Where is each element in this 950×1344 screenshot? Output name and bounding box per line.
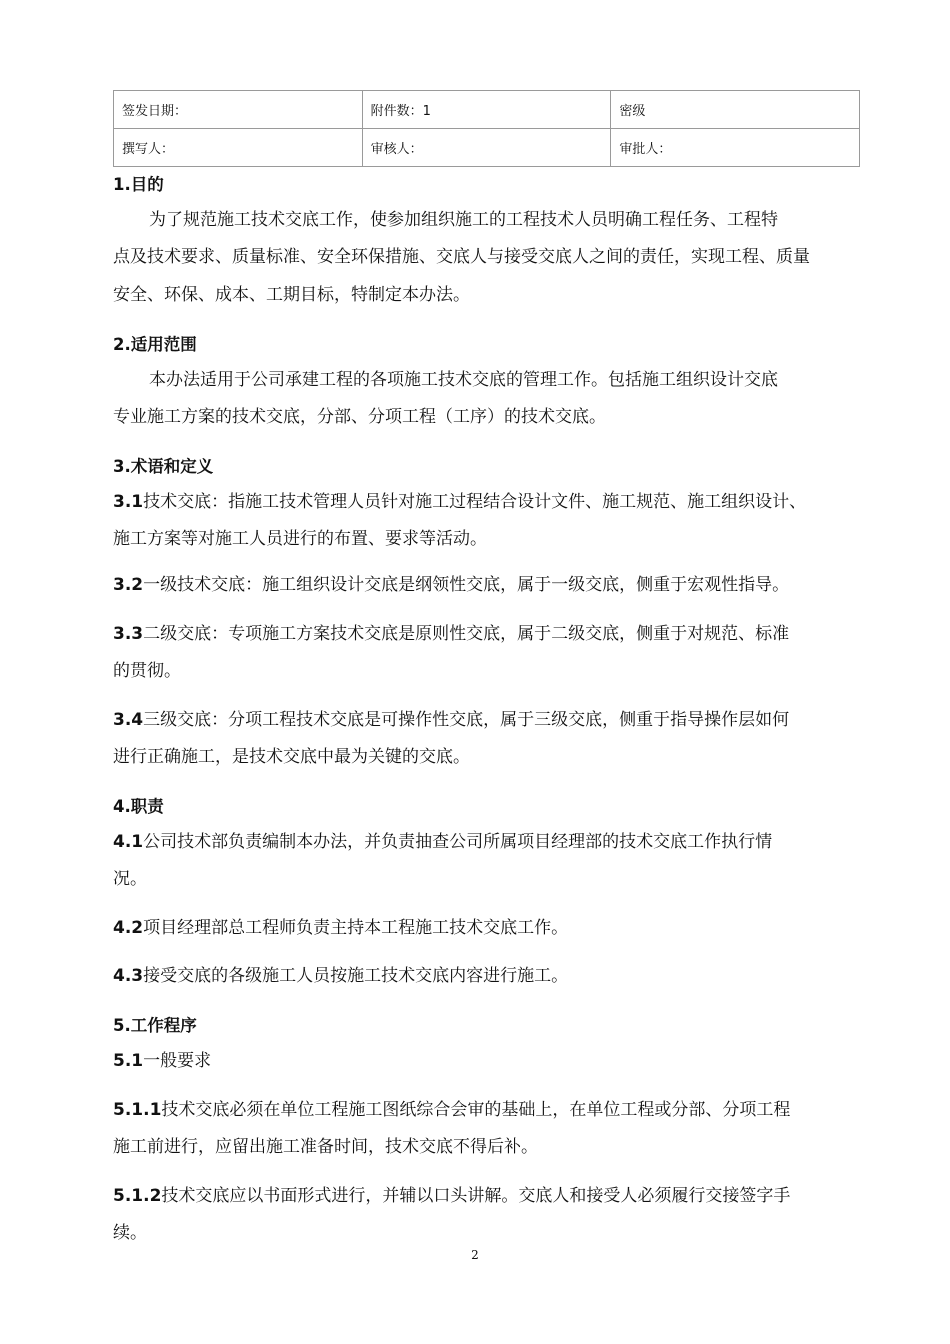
item-3-3 [113, 615, 873, 654]
page-number: 2 [471, 1248, 479, 1262]
section-1-line-3: 安全、环保、成本、工期目标，特制定本办法。 [113, 285, 470, 305]
author-cell: 撰写人： [114, 129, 363, 167]
section-2-line-1: 本办法适用于公司承建工程的各项施工技术交底的管理工作。包括施工组织设计交底 [149, 370, 778, 390]
section-1-heading: 1.目的 [113, 175, 164, 194]
item-5-1-number: 5.1 [113, 1051, 144, 1071]
item-5-1-1-text: 技术交底必须在单位工程施工图纸综合会审的基础上，在单位工程或分部、分项工程 [161, 1100, 791, 1120]
section-2-line-2: 专业施工方案的技术交底，分部、分项工程（工序）的技术交底。 [113, 407, 606, 427]
item-3-4-line-2: 进行正确施工，是技术交底中最为关键的交底。 [113, 747, 470, 767]
security-level-cell: 密级 [611, 91, 860, 129]
sign-date-cell: 签发日期： [114, 91, 363, 129]
item-4-3-text: 接受交底的各级施工人员按施工技术交底内容进行施工。 [143, 966, 569, 986]
section-5-heading: 5.工作程序 [113, 1016, 197, 1035]
item-3-4-text: 三级交底：分项工程技术交底是可操作性交底，属于三级交底，侧重于指导操作层如何 [143, 710, 790, 730]
item-5-1-2-line-2: 续。 [113, 1223, 147, 1243]
item-4-1-text: 公司技术部负责编制本办法，并负责抽查公司所属项目经理部的技术交底工作执行情 [143, 832, 773, 852]
reviewer-cell: 审核人： [362, 129, 611, 167]
item-3-3-number: 3.3 [113, 624, 144, 644]
item-4-3-number: 4.3 [113, 966, 144, 986]
approver-cell: 审批人： [611, 129, 860, 167]
section-1-line-1: 为了规范施工技术交底工作，使参加组织施工的工程技术人员明确工程任务、工程特 [149, 210, 778, 230]
section-2-heading: 2.适用范围 [113, 335, 197, 354]
item-4-1 [113, 823, 873, 862]
item-5-1-1 [113, 1091, 873, 1130]
item-4-1-line-2: 况。 [113, 869, 147, 889]
item-3-1 [113, 483, 873, 522]
attachments-cell: 附件数：1 [362, 91, 611, 129]
item-3-3-line-2: 的贯彻。 [113, 661, 181, 681]
item-3-4-number: 3.4 [113, 710, 144, 730]
item-4-3 [113, 957, 873, 996]
item-5-1-2-number: 5.1.2 [113, 1186, 162, 1206]
item-3-2-text: 一级技术交底：施工组织设计交底是纲领性交底，属于一级交底，侧重于宏观性指导。 [143, 575, 790, 595]
item-5-1-2 [113, 1177, 873, 1216]
item-3-1-text: 技术交底：指施工技术管理人员针对施工过程结合设计文件、施工规范、施工组织设计、 [143, 492, 807, 512]
item-3-2 [113, 566, 873, 605]
item-5-1-1-number: 5.1.1 [113, 1100, 162, 1120]
item-5-1 [113, 1042, 873, 1081]
item-3-4 [113, 701, 873, 740]
item-4-1-number: 4.1 [113, 832, 144, 852]
item-4-2 [113, 909, 873, 948]
document-meta-table [113, 90, 860, 167]
item-3-3-text: 二级交底：专项施工方案技术交底是原则性交底，属于二级交底，侧重于对规范、标准 [143, 624, 790, 644]
item-4-2-text: 项目经理部总工程师负责主持本工程施工技术交底工作。 [143, 918, 569, 938]
section-4-heading: 4.职责 [113, 797, 164, 816]
item-3-2-number: 3.2 [113, 575, 144, 595]
section-3-heading: 3.术语和定义 [113, 457, 214, 476]
item-5-1-2-text: 技术交底应以书面形式进行，并辅以口头讲解。交底人和接受人必须履行交接签字手 [161, 1186, 791, 1206]
section-1-line-2: 点及技术要求、质量标准、安全环保措施、交底人与接受交底人之间的责任，实现工程、质量 [113, 247, 810, 267]
item-5-1-1-line-2: 施工前进行，应留出施工准备时间，技术交底不得后补。 [113, 1137, 538, 1157]
item-3-1-number: 3.1 [113, 492, 144, 512]
item-5-1-text: 一般要求 [143, 1051, 212, 1071]
item-4-2-number: 4.2 [113, 918, 144, 938]
item-3-1-line-2: 施工方案等对施工人员进行的布置、要求等活动。 [113, 529, 487, 549]
